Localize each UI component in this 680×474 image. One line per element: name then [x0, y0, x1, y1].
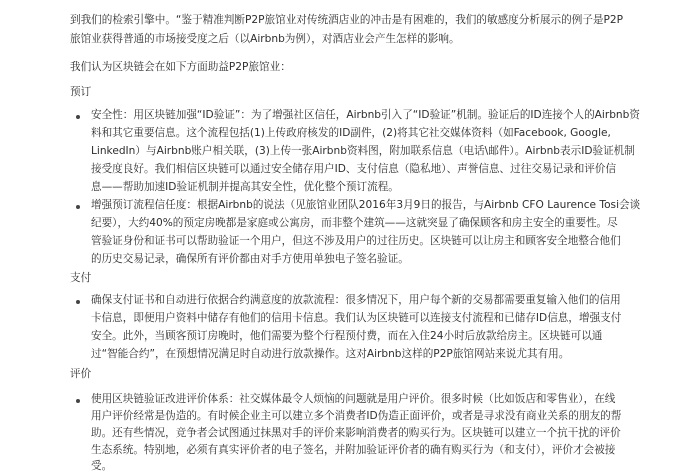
bullet-line: 生态系统。特别地，必须有真实评价者的电子签名，并附加验证评价者的确有购买行为（和支付），评价才会被接: [91, 444, 616, 456]
intro-line: 旅馆业获得普通的市场接受度之后（以Airbnb为例），对酒店业会产生怎样的影响。: [70, 33, 460, 45]
bullet-line: 管验证身份和证书可以帮助验证一个用户，但这不涉及用户的过往历史。区块链可以让房主和顾客安全地整合他们: [91, 235, 621, 247]
bullet-line: 息——帮助加速ID验证机制并提高其安全性，优化整个预订流程。: [91, 181, 399, 193]
section-heading-reviews: 评价: [70, 368, 92, 380]
bullet-line: 增强预订流程信任度：根据Airbnb的说法（见旅馆业团队2016年3月9日的报告，与Airbnb CFO Laurence Tosi会谈: [91, 199, 641, 211]
section-heading-booking: 预订: [70, 86, 92, 98]
bullet-line: 接受度良好。我们相信区块链可以通过安全储存用户ID、支付信息（隐私地）、声誉信息、过往交易记录和评价信: [91, 163, 617, 175]
bullet-line: 过“智能合约”，在预想情况满足时自动进行放款操作。这对Airbnb这样的P2P旅馆网站来说尤其有用。: [91, 348, 570, 360]
bullet-line: 用户评价经常是伪造的。有时候企业主可以建立多个消费者ID伪造正面评价，或者是寻求没有商业关系的朋友的帮: [91, 410, 622, 422]
lead-paragraph: 我们认为区块链会在如下方面助益P2P旅馆业：: [70, 61, 291, 73]
bullet-line: 安全。此外，当顾客预订房晚时，他们需要为整个行程预付费，而在入住24小时后放款给房主。区块链可以通: [91, 330, 603, 342]
section-heading-payment: 支付: [70, 272, 92, 284]
bullet-line: 助。还有些情况，竞争者会试图通过抹黑对手的评价来影响消费者的购买行为。区块链可以建立一个抗干扰的评价: [91, 427, 621, 439]
bullet-line: 安全性：用区块链加强“ID验证”：为了增强社区信任，Airbnb引入了“ID验证”机制。验证后的ID连接个人的Airbnb资: [91, 109, 640, 121]
bullet-line: 料和其它重要信息。这个流程包括(1)上传政府核发的ID副件，(2)将其它社交媒体资料（如Facebook, Google,: [91, 127, 611, 139]
bullet-dot-icon: [76, 115, 80, 119]
intro-line: 到我们的检索引擎中。“鉴于精准判断P2P旅馆业对传统酒店业的冲击是有困难的，我们的敏感度分析展示的例子是P2P: [70, 14, 624, 26]
bullet-line: 卡信息，即便用户资料中储存有他们的信用卡信息。我们认为区块链可以连接支付流程和已储存ID信息，增强支付: [91, 312, 622, 324]
bullet-dot-icon: [76, 300, 80, 304]
bullet-line: 纪要），大约40%的预定房晚都是家庭或公寓房，而非整个建筑——这就突显了确保顾客和房主安全的重要性。尽: [91, 217, 618, 229]
bullet-line: 使用区块链验证改进评价体系：社交媒体最令人烦恼的问题就是用户评价。很多时候（比如饭店和零售业），在线: [91, 393, 616, 405]
bullet-line: LinkedIn）与Airbnb账户相关联，(3)上传一张Airbnb资料图，附加联系信息（电话\邮件）。Airbnb表示ID验证机制: [91, 145, 635, 157]
bullet-dot-icon: [76, 399, 80, 403]
bullet-line: 的历史交易记录，确保所有评价都由对手方使用单独电子签名验证。: [91, 253, 409, 265]
bullet-dot-icon: [76, 205, 80, 209]
bullet-line: 受。: [91, 460, 113, 472]
bullet-line: 确保支付证书和自动进行依据合约满意度的放款流程：很多情况下，用户每个新的交易都需要重复输入他们的信用: [91, 294, 621, 306]
